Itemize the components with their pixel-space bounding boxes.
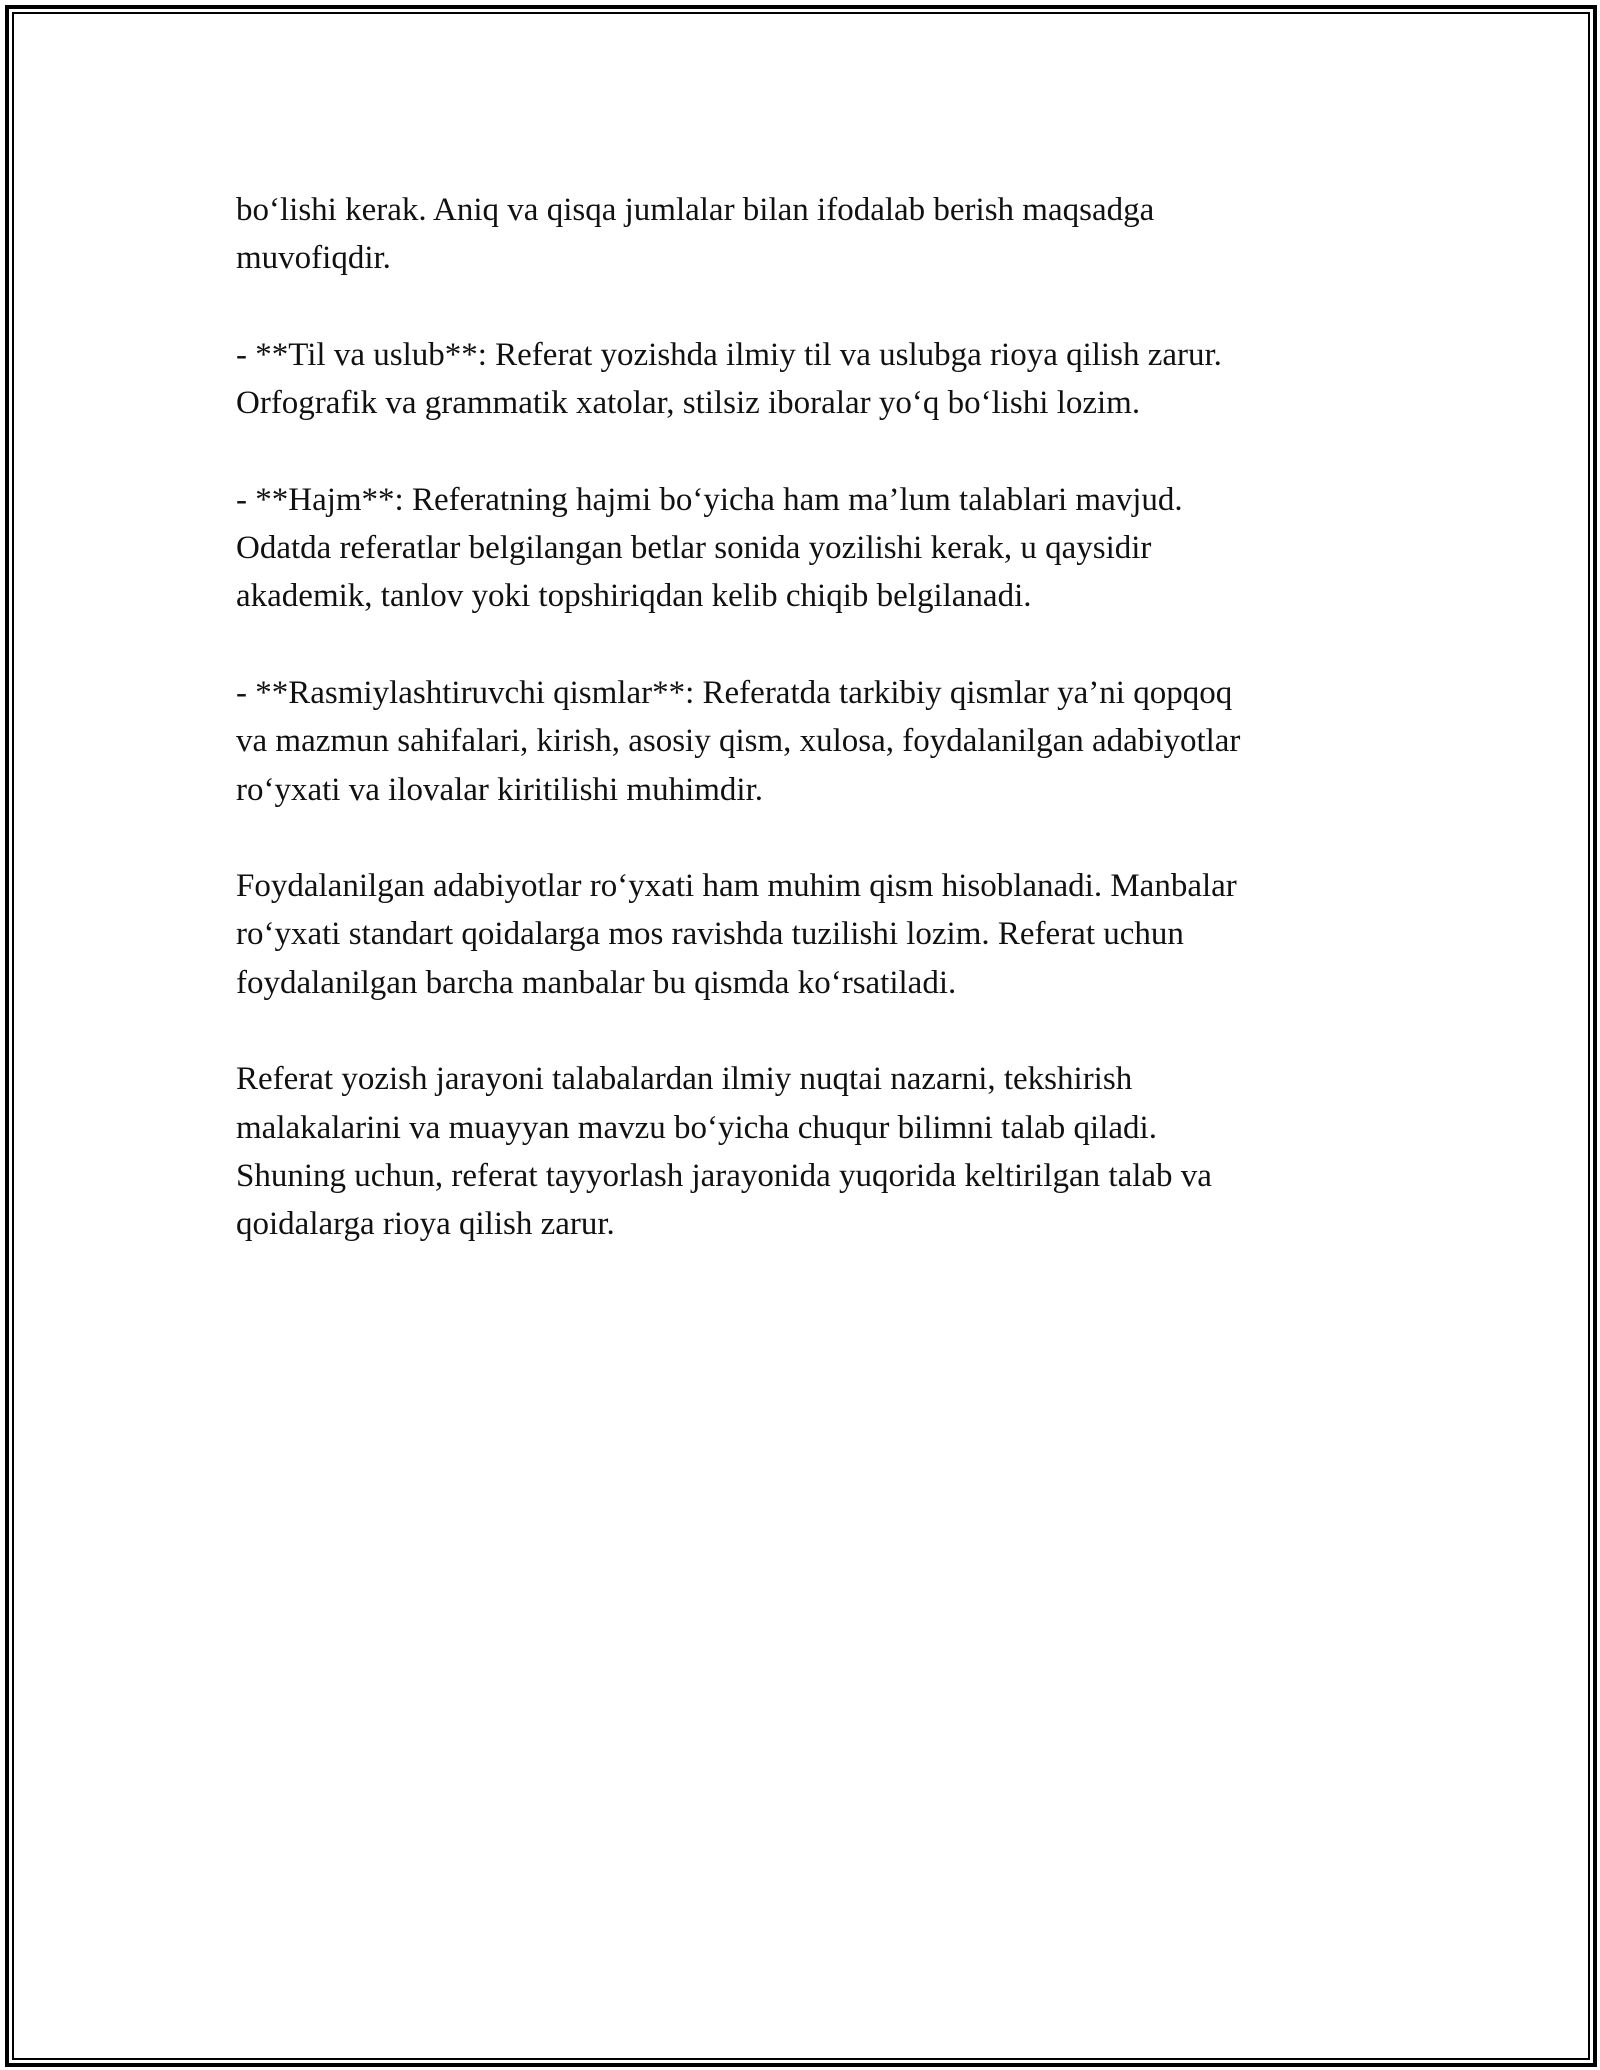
text-line: Shuning uchun, referat tayyorlash jarayonida yuqorida keltirilgan talab va bbox=[236, 1157, 1212, 1194]
paragraph-continuation bbox=[236, 186, 1366, 283]
text-line: bo‘lishi kerak. Aniq va qisqa jumlalar bilan ifodalab berish maqsadga bbox=[236, 192, 1155, 228]
text-line: ro‘yxati va ilovalar kiritilishi muhimdir. bbox=[236, 771, 764, 808]
text-line: foydalanilgan barcha manbalar bu qismda ko‘rsatiladi. bbox=[236, 964, 957, 1001]
text-line: muvofiqdir. bbox=[236, 240, 391, 277]
text-line: ro‘yxati standart qoidalarga mos ravishda tuzilishi lozim. Referat uchun bbox=[236, 916, 1184, 953]
text-line: Foydalanilgan adabiyotlar ro‘yxati ham muhim qism hisoblanadi. Manbalar bbox=[236, 868, 1237, 905]
text-line: akademik, tanlov yoki topshiriqdan kelib chiqib belgilanadi. bbox=[236, 578, 1032, 615]
paragraph-til-va-uslub bbox=[236, 331, 1366, 428]
text-line: - **Til va uslub**: Referat yozishda ilmiy til va uslubga rioya qilish zarur. bbox=[236, 336, 1222, 373]
text-line: malakalarini va muayyan mavzu bo‘yicha chuqur bilimni talab qiladi. bbox=[236, 1109, 1157, 1146]
text-line: Referat yozish jarayoni talabalardan ilmiy nuqtai nazarni, tekshirish bbox=[236, 1061, 1133, 1098]
text-line: - **Rasmiylashtiruvchi qismlar**: Referatda tarkibiy qismlar ya’ni qopqoq bbox=[236, 674, 1233, 711]
text-line: qoidalarga rioya qilish zarur. bbox=[236, 1206, 615, 1243]
paragraph-hajm bbox=[236, 476, 1366, 621]
paragraph-conclusion bbox=[236, 1055, 1366, 1248]
paragraph-adabiyotlar bbox=[236, 862, 1366, 1007]
text-line: Odatda referatlar belgilangan betlar sonida yozilishi kerak, u qaysidir bbox=[236, 530, 1152, 567]
document-body bbox=[236, 186, 1366, 1297]
text-line: - **Hajm**: Referatning hajmi bo‘yicha ham ma’lum talablari mavjud. bbox=[236, 481, 1183, 518]
text-line: Orfografik va grammatik xatolar, stilsiz iboralar yo‘q bo‘lishi lozim. bbox=[236, 385, 1141, 422]
text-line: va mazmun sahifalari, kirish, asosiy qism, xulosa, foydalanilgan adabiyotlar bbox=[236, 723, 1241, 760]
paragraph-rasmiylashtiruvchi-qismlar bbox=[236, 669, 1366, 814]
